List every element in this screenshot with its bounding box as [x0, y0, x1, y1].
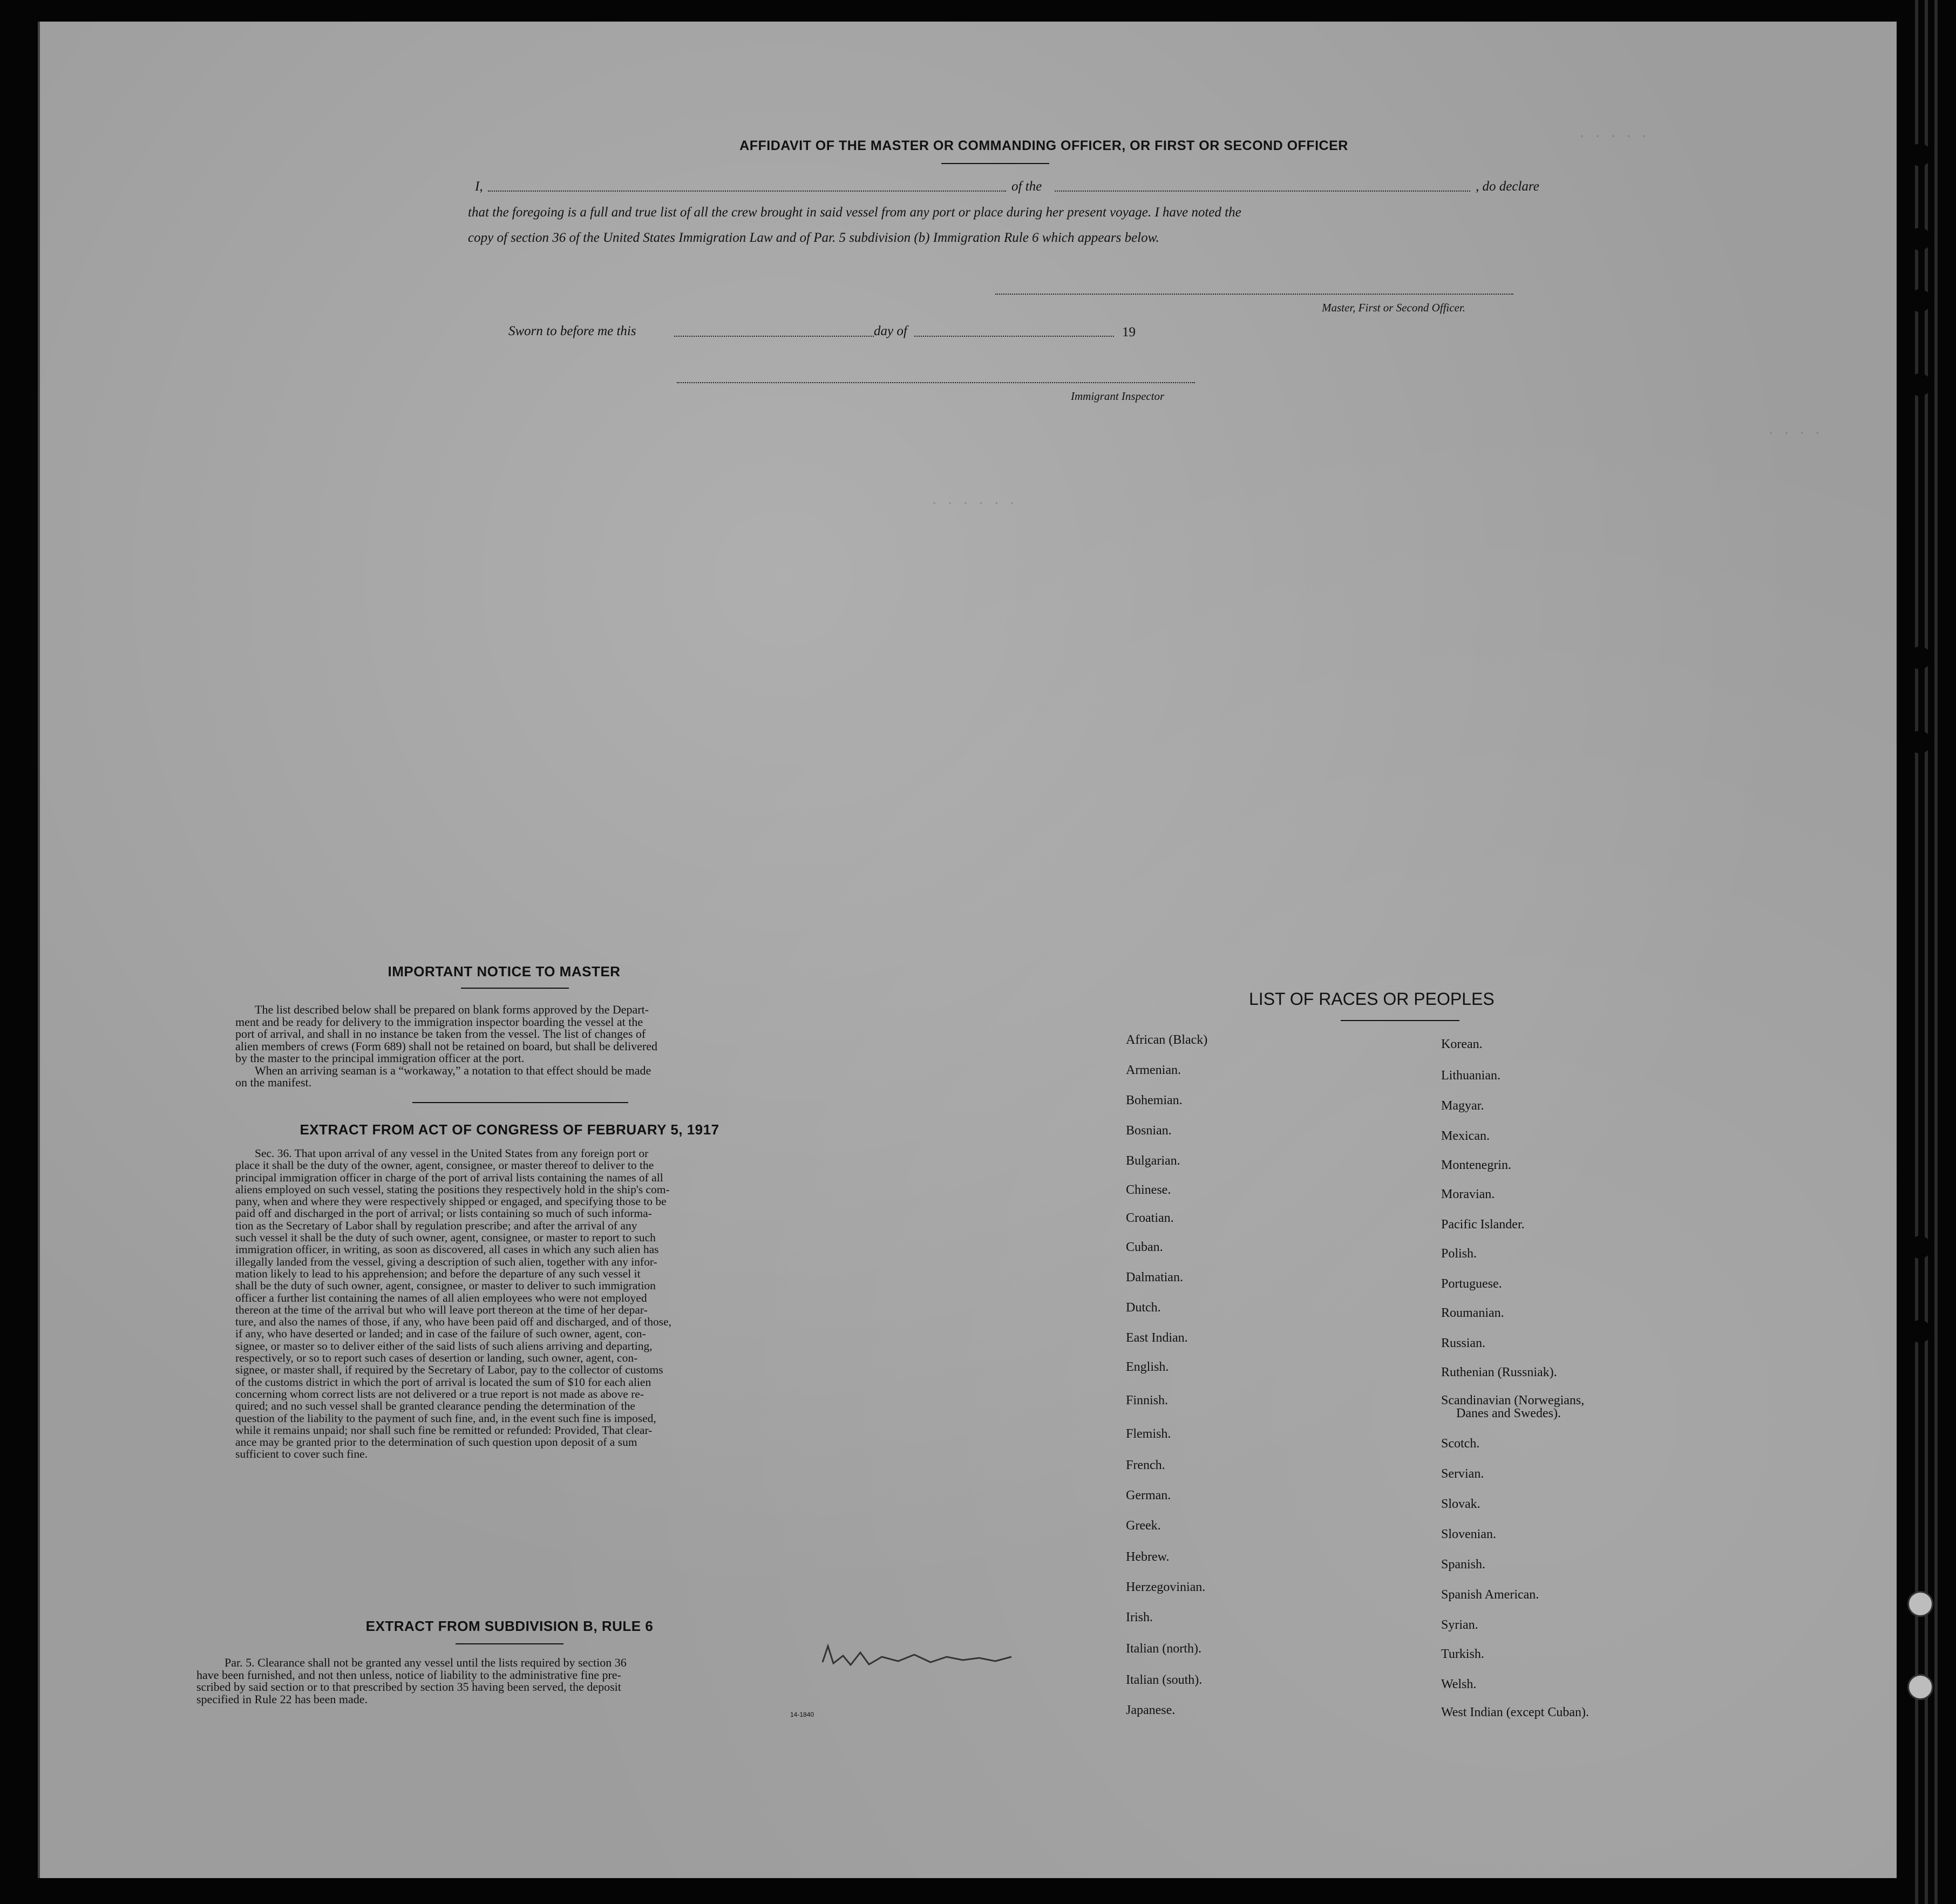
race-item: German. — [1126, 1488, 1171, 1502]
race-item: Moravian. — [1441, 1187, 1495, 1201]
vessel-name-field[interactable] — [1055, 191, 1470, 192]
form-number: 14-1840 — [790, 1711, 814, 1718]
punch-hole — [1909, 289, 1931, 312]
sworn-month-field[interactable] — [914, 336, 1114, 337]
race-item: Armenian. — [1126, 1063, 1181, 1077]
affidavit-i-label: I, — [475, 179, 483, 194]
inspector-signature-field[interactable] — [677, 382, 1195, 383]
race-item: Pacific Islander. — [1441, 1218, 1525, 1232]
race-item: Italian (north). — [1126, 1642, 1201, 1656]
race-item: Croatian. — [1126, 1211, 1174, 1225]
race-item: Turkish. — [1441, 1647, 1484, 1661]
race-item: Montenegrin. — [1441, 1158, 1511, 1172]
race-item: Polish. — [1441, 1247, 1477, 1261]
race-item: Lithuanian. — [1441, 1069, 1500, 1083]
affidavit-do-declare: , do declare — [1476, 179, 1539, 194]
extract-rule-body: Par. 5. Clearance shall not be granted any vessel until the lists required by section 36 have been furnished, and not then unless, notice of liability to the administrative fine pre- scribed by said section or to that prescribed by section 35 having been served, the deposit specified in Rule 22 has been made. — [196, 1656, 627, 1706]
extract-act-title: EXTRACT FROM ACT OF CONGRESS OF FEBRUARY 5, 1917 — [300, 1121, 719, 1138]
race-item: Flemish. — [1126, 1427, 1171, 1441]
punch-hole — [1909, 731, 1931, 753]
race-item: Spanish. — [1441, 1558, 1486, 1572]
race-item: Cuban. — [1126, 1240, 1163, 1254]
race-item: Danes and Swedes). — [1456, 1406, 1561, 1420]
extract-rule-title: EXTRACT FROM SUBDIVISION B, RULE 6 — [365, 1618, 654, 1634]
race-item: Servian. — [1441, 1467, 1484, 1481]
race-item: Roumanian. — [1441, 1306, 1504, 1320]
race-item: Scotch. — [1441, 1437, 1480, 1451]
page-edge — [1915, 0, 1918, 1904]
punch-hole — [1909, 1320, 1931, 1343]
race-item: Dutch. — [1126, 1301, 1161, 1315]
punch-hole — [1909, 1236, 1931, 1259]
race-item: Korean. — [1441, 1037, 1483, 1051]
race-item: Magyar. — [1441, 1099, 1484, 1113]
punch-hole — [1907, 1591, 1933, 1617]
sworn-label: Sworn to before me this — [508, 324, 636, 338]
race-item: Greek. — [1126, 1519, 1161, 1533]
race-item: Russian. — [1441, 1336, 1486, 1350]
affiant-name-field[interactable] — [488, 191, 1006, 192]
race-item: Welsh. — [1441, 1677, 1477, 1691]
sworn-day-field[interactable] — [674, 336, 874, 337]
year-label: 19 — [1122, 325, 1136, 339]
day-of-label: day of — [874, 324, 907, 338]
affidavit-line-2: that the foregoing is a full and true list of all the crew brought in said vessel from any port or place during her present voyage. I have noted the — [468, 205, 1241, 220]
race-item: English. — [1126, 1360, 1169, 1374]
affidavit-title: AFFIDAVIT OF THE MASTER OR COMMANDING OFFICER, OR FIRST OR SECOND OFFICER — [739, 138, 1348, 153]
page-edge — [1934, 0, 1938, 1904]
race-item: Dalmatian. — [1126, 1270, 1183, 1284]
race-item: Bohemian. — [1126, 1093, 1183, 1107]
punch-hole — [1909, 373, 1931, 396]
race-item: Scandinavian (Norwegians, — [1441, 1393, 1585, 1407]
race-item: Slovak. — [1441, 1497, 1480, 1511]
race-item: Herzegovinian. — [1126, 1580, 1206, 1594]
race-item: Hebrew. — [1126, 1550, 1170, 1564]
punch-hole — [1907, 1674, 1933, 1700]
notice-title: IMPORTANT NOTICE TO MASTER — [388, 963, 621, 980]
races-title: LIST OF RACES OR PEOPLES — [1249, 989, 1495, 1009]
race-item: Italian (south). — [1126, 1673, 1203, 1687]
race-item: Irish. — [1126, 1610, 1153, 1624]
race-item: Bosnian. — [1126, 1124, 1172, 1138]
punch-hole — [1909, 228, 1931, 250]
race-item: French. — [1126, 1458, 1165, 1472]
race-item: Portuguese. — [1441, 1277, 1502, 1291]
race-item: Japanese. — [1126, 1703, 1176, 1717]
extract-act-body: Sec. 36. That upon arrival of any vessel in the United States from any foreign port or place it shall be the duty of the owner, agent, consignee, or master thereof to deliver to the principal immigration officer in charge of the port of arrival lists containing the names of all aliens employed on such vessel, stating the positions they respectively hold in the ship's com- pany, when and where they were respectively shipped or engaged, and specifying those to be paid off and discharged in the port of arrival; or lists containing so much of such informa- tion as the Secretary of Labor shall by regulation prescribe; and after the arrival of any such vessel it shall be the duty of such owner, agent, consignee, or master to report to such immigration officer, in writing, as soon as discovered, all cases in which any such alien has illegally landed from the vessel, giving a description of such alien, together with any infor- mation likely to lead to his apprehension; and before the departure of any such vessel it shall be the duty of such owner, agent, consignee, or master to deliver to such immigration officer a further list containing the names of all alien employees who were not employed thereon at the time of the arrival but who will leave port thereon at the time of her depar- ture, and also the names of those, if any, who have been paid off and discharged, and of those, if any, who have deserted or landed; and in case of the failure of such owner, agent, con- signee, or master so to deliver either of the said lists of such aliens arriving and departing, respectively, or so to report such cases of desertion or landing, such owner, agent, con- signee, or master shall, if required by the Secretary of Labor, pay to the collector of customs of the customs district in which the port of arrival is located the sum of $10 for each alien concerning whom correct lists are not delivered or a true report is not made as above re- quired; and no such vessel shall be granted clearance pending the determination of the question of the liability to the payment of such fine, and, in the event such fine is imposed, while it remains unpaid; nor shall such fine be remitted or refunded: Provided, That clear- ance may be granted prior to the determination of such question upon deposit of a sum sufficient to cover such fine. — [235, 1147, 672, 1461]
race-item: Ruthenian (Russniak). — [1441, 1365, 1557, 1379]
race-item: Mexican. — [1441, 1129, 1490, 1143]
notice-body: The list described below shall be prepared on blank forms approved by the Depart- ment and be ready for delivery to the immigration inspector boarding the vessel at the port of arrival, and shall in no instance be taken from the vessel. The list of changes of alien members of crews (Form 689) shall not be retained on board, but shall be delivered by the master to the principal immigration officer at the port. When an arriving seaman is a “workaway,” a notation to that effect should be made on the manifest. — [235, 1003, 657, 1089]
race-item: Bulgarian. — [1126, 1154, 1180, 1168]
punch-hole — [1909, 144, 1931, 166]
affidavit-of-the: of the — [1011, 179, 1042, 194]
race-item: Spanish American. — [1441, 1588, 1539, 1602]
race-item: Slovenian. — [1441, 1527, 1496, 1541]
race-item: African (Black) — [1126, 1033, 1208, 1047]
page-edge — [1925, 0, 1928, 1904]
inspector-caption: Immigrant Inspector — [1071, 390, 1165, 403]
race-item: Finnish. — [1126, 1393, 1169, 1407]
punch-hole — [1909, 647, 1931, 669]
master-caption: Master, First or Second Officer. — [1322, 301, 1465, 314]
document-sheet: · · · · · · · · · · · · · · · AFFIDAVIT OF THE MASTER OR COMMANDING OFFICER, OR FIRST OR SECOND OFFICER I, of the , do declare that the foregoing is a full and true list of all the crew brought in said vessel from any port or place during her present voyage. I have noted the copy of section 36 of the United States Immigration Law and of Par. 5 subdivision (b) Immigration Rule 6 which appears below. Master, First or Second Officer. Sworn to before me this day of 19 Immigrant Inspector IMPORTANT NOTICE TO MASTER The list described below shall be prepared on blank forms approved by the Depart- ment and be ready for delivery to the immigration inspector boarding the vessel at the port of arrival, and shall in no instance be taken from the vessel. The list of changes of alien members of crews (Form 689) shall not be retained on board, but shall be delivered by the master to the principal immigration officer at the port. When an arriving seaman is a “workaway,” a notation to that effect should be made on the manifest. EXTRACT FROM ACT OF CONGRESS OF FEBRUARY 5, 1917 Sec. 36. That upon arrival of any vessel in the United States from any foreign port or place it shall be the duty of the owner, agent, consignee, or master thereof to deliver to the principal immigration officer in charge of the port of arrival lists containing the names of all aliens employed on such vessel, stating the positions they respectively hold in the ship's com- pany, when and where they were respectively shipped or engaged, and specifying those to be paid off and discharged in the port of arrival; or lists containing so much of such informa- tion as the Secretary of Labor shall by regulation prescribe; and after the arrival of any such vessel it shall be the duty of such owner, agent, consignee, or master to report to such immigration officer, in writing, as soon as discovered, all cases in which any such alien has illegally landed from the vessel, giving a description of such alien, together with any infor- mation likely to lead to his apprehension; and before the departure of any such vessel it shall be the duty of such owner, agent, consignee, or master to deliver to such immigration officer a further list containing the names of all alien employees who were not employed thereon at the time of the arrival but who will leave port thereon at the time of her depar- ture, and also the names of those, if any, who have been paid off and discharged, and of those, if any, who have deserted or landed; and in case of the failure of such owner, agent, con- signee, or master so to deliver either of the said lists of such aliens arriving and departing, respectively, or so to report such cases of desertion or landing, such owner, agent, con- signee, or master shall, if required by the Secretary of Labor, pay to the collector of customs of the customs district in which the port of arrival is located the sum of $10 for each alien concerning whom correct lists are not delivered or a true report is not made as above re- quired; and no such vessel shall be granted clearance pending the determination of the question of the liability to the payment of such fine, and, in the event such fine is imposed, while it remains unpaid; nor shall such fine be remitted or refunded: Provided, That clear- ance may be granted prior to the determination of such question upon deposit of a sum sufficient to cover such fine. EXTRACT FROM SUBDIVISION B, RULE 6 Par. 5. Clearance shall not be granted any vessel until the lists required by section 36 have been furnished, and not then unless, notice of liability to the administrative fine pre- scribed by said section or to that prescribed by section 35 having been served, the deposit specified in Rule 22 has been made. 14-1840 LIST OF RACES OR PEOPLES African (Black) Armenian. Bohemian. Bosnian. Bulgarian. Chinese. Croatian. Cuban. Dalmatian. Dutch. East Indian. English. Finnish. Flemish. French. German. Greek. Hebrew. Herzegovinian. Irish. Italian (north). Italian (south). Japanese. Korean. Lithuanian. Magyar. Mexican. Montenegrin. Moravian. Pacific Islander. Polish. Portuguese. Roumanian. Russian. Ruthenian (Russniak). Scandinavian (Norwegians, Danes and Swedes). Scotch. Servian. Slovak. Slovenian. Spanish. Spanish American. Syrian. Turkish. Welsh. West Indian (except Cuban). — [38, 22, 1897, 1878]
race-item: East Indian. — [1126, 1331, 1188, 1345]
handwritten-mark — [817, 1641, 1044, 1684]
master-signature-field[interactable] — [995, 294, 1513, 295]
race-item: Chinese. — [1126, 1183, 1171, 1197]
affidavit-line-3: copy of section 36 of the United States Immigration Law and of Par. 5 subdivision (b) Immigration Rule 6 which appears below. — [468, 230, 1159, 245]
race-item: West Indian (except Cuban). — [1441, 1705, 1589, 1719]
race-item: Syrian. — [1441, 1618, 1478, 1632]
